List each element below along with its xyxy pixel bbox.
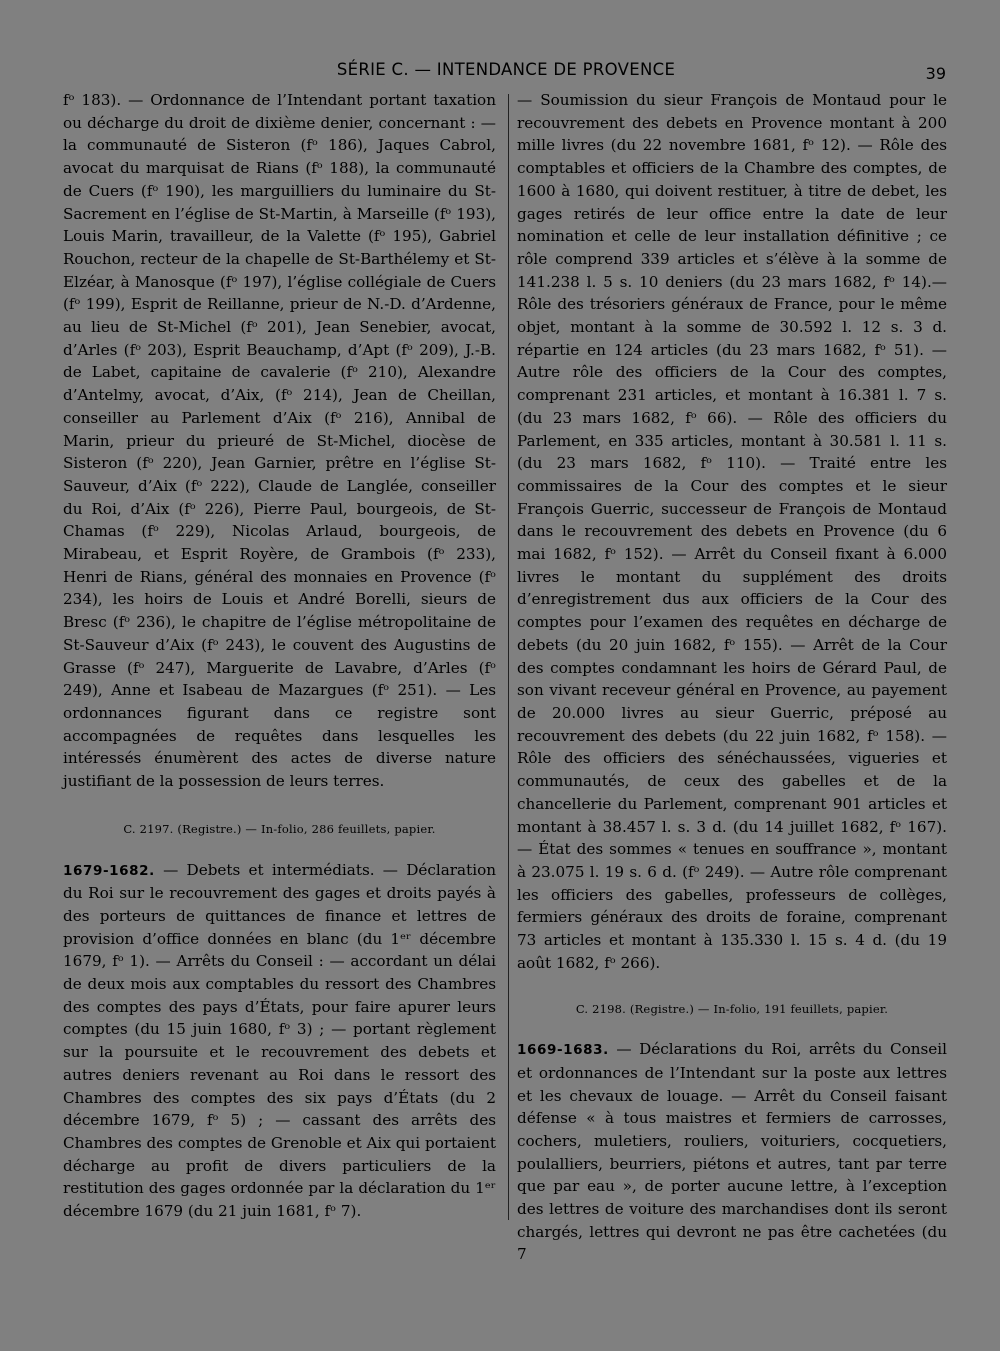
right-column	[517, 89, 947, 1266]
entry-date: 1679-1682.	[63, 862, 155, 879]
running-title: SÉRIE C. — INTENDANCE DE PROVENCE	[336, 60, 676, 79]
entry-continued-text: — Soumission du sieur François de Montaud pour le recouvrement des debets en Provence montant à 200 mille livres (du 22 novembre 1681, fᵒ 12). — Rôle des comptables et officiers de la Chambre des comptes, de 1600 à 1680, qui doivent restituer, à titre de debet, les gages retirés de leur office entre la date de leur nomination et celle de leur installation définitive ; ce rôle comprend 339 articles et s’élève à la somme de 141.238 l. 5 s. 10 deniers (du 23 mars 1682, fᵒ 14).— Rôle des trésoriers généraux de France, pour le même objet, montant à la somme de 30.592 l. 12 s. 3 d. répartie en 124 articles (du 23 mars 1682, fᵒ 51). — Autre rôle des officiers de la Cour des comptes, comprenant 231 articles, et montant à 16.381 l. 7 s. (du 23 mars 1682, fᵒ 66). — Rôle des officiers du Parlement, en 335 articles, montant à 30.581 l. 11 s. (du 23 mars 1682, fᵒ 110). — Traité entre les commissaires de la Cour des comptes et le sieur François Guerric, successeur de François de Montaud dans le recouvrement des debets en Provence (du 6 mai 1682, fᵒ 152). — Arrêt du Conseil fixant à 6.000 livres le montant du supplément des droits d’enregistrement dus aux officiers de la Cour des comptes pour l’examen des requêtes en décharge de debets (du 20 juin 1682, fᵒ 155). — Arrêt de la Cour des comptes condamnant les hoirs de Gérard Paul, de son vivant receveur général en Provence, au payement de 20.000 livres au sieur Guerric, préposé au recouvrement des debets (du 22 juin 1682, fᵒ 158). — Rôle des officiers des sénéchaussées, vigueries et communautés, de ceux des gabelles et de la chancellerie du Parlement, comprenant 901 articles et montant à 38.457 l. s. 3 d. (du 14 juillet 1682, fᵒ 167). — État des sommes « tenues en souffrance », montant à 23.075 l. 19 s. 6 d. (fᵒ 249). — Autre rôle comprenant les officiers des gabelles, professeurs de collèges, fermiers généraux des droits de foraine, comprenant 73 articles et montant à 135.330 l. 15 s. 4 d. (du 19 août 1682, fᵒ 266).	[517, 91, 947, 972]
column-divider	[508, 94, 509, 1220]
register-entry	[63, 859, 496, 1223]
entry-date: 1669-1683.	[517, 1042, 609, 1059]
page-header	[0, 60, 1000, 84]
left-column	[63, 89, 496, 1223]
register-source-line: C. 2198. (Registre.) — In-folio, 191 feuillets, papier.	[575, 1002, 889, 1017]
entry-text: — Déclarations du Roi, arrêts du Conseil et ordonnances de l’Intendant sur la poste aux lettres et les chevaux de louage. — Arrêt du Conseil faisant défense « à tous maistres et fermiers de carrosses, cochers, muletiers, rouliers, voituriers, cocquetiers, poulalliers, beurriers, piétons et autres, tant par terre que par eau », de porter aucune lettre, à l’exception des lettres de voiture des marchandises dont ils seront chargés, lettres qui devront ne pas être cachetées (du 7	[517, 1040, 947, 1264]
entry-text: — Debets et intermédiats. — Déclaration du Roi sur le recouvrement des gages et droits payés à des porteurs de quittances de finance et lettres de provision d’office données en blanc (du 1ᵉʳ décembre 1679, fᵒ 1). — Arrêts du Conseil : — accordant un délai de deux mois aux comptables du ressort des Chambres des comptes des pays d’États, pour faire apurer leurs comptes (du 15 juin 1680, fᵒ 3) ; — portant règlement sur la poursuite et le recouvrement des debets et autres deniers revenant au Roi dans le ressort des Chambres des comptes des six pays d’États (du 2 décembre 1679, fᵒ 5) ; — cassant des arrêts des Chambres des comptes de Grenoble et Aix qui portaient décharge au profit de divers particuliers de la restitution des gages ordonnée par la déclaration du 1ᵉʳ décembre 1679 (du 21 juin 1681, fᵒ 7).	[63, 860, 496, 1221]
register-source-line: C. 2197. (Registre.) — In-folio, 286 feuillets, papier.	[123, 821, 436, 836]
page-number: 39	[925, 64, 946, 83]
register-entry	[517, 1038, 947, 1266]
entry-continued-text: fᵒ 183). — Ordonnance de l’Intendant portant taxation ou décharge du droit de dixième denier, concernant : — la communauté de Sisteron (fᵒ 186), Jaques Cabrol, avocat du marquisat de Rians (fᵒ 188), la communauté de Cuers (fᵒ 190), les marguilliers du luminaire du St-Sacrement en l’église de St-Martin, à Marseille (fᵒ 193), Louis Marin, travailleur, de la Valette (fᵒ 195), Gabriel Rouchon, recteur de la chapelle de St-Barthélemy et St-Elzéar, à Manosque (fᵒ 197), l’église collégiale de Cuers (fᵒ 199), Esprit de Reillanne, prieur de N.-D. d’Ardenne, au lieu de St-Michel (fᵒ 201), Jean Senebier, avocat, d’Arles (fᵒ 203), Esprit Beauchamp, d’Apt (fᵒ 209), J.-B. de Labet, capitaine de cavalerie (fᵒ 210), Alexandre d’Antelmy, avocat, d’Aix, (fᵒ 214), Jean de Cheillan, conseiller au Parlement d’Aix (fᵒ 216), Annibal de Marin, prieur du prieuré de St-Michel, diocèse de Sisteron (fᵒ 220), Jean Garnier, prêtre en l’église St-Sauveur, d’Aix (fᵒ 222), Claude de Langlée, conseiller du Roi, d’Aix (fᵒ 226), Pierre Paul, bourgeois, de St-Chamas (fᵒ 229), Nicolas Arlaud, bourgeois, de Mirabeau, et Esprit Royère, de Grambois (fᵒ 233), Henri de Rians, général des monnaies en Provence (fᵒ 234), les hoirs de Louis et André Borelli, sieurs de Bresc (fᵒ 236), le chapitre de l’église métropolitaine de St-Sauveur d’Aix (fᵒ 243), le couvent des Augustins de Grasse (fᵒ 247), Marguerite de Lavabre, d’Arles (fᵒ 249), Anne et Isabeau de Mazargues (fᵒ 251). — Les ordonnances figurant dans ce registre sont accompagnées de requêtes dans lesquelles les intéressés énumèrent des actes de diverse nature justifiant de la possession de leurs terres.	[63, 91, 496, 791]
